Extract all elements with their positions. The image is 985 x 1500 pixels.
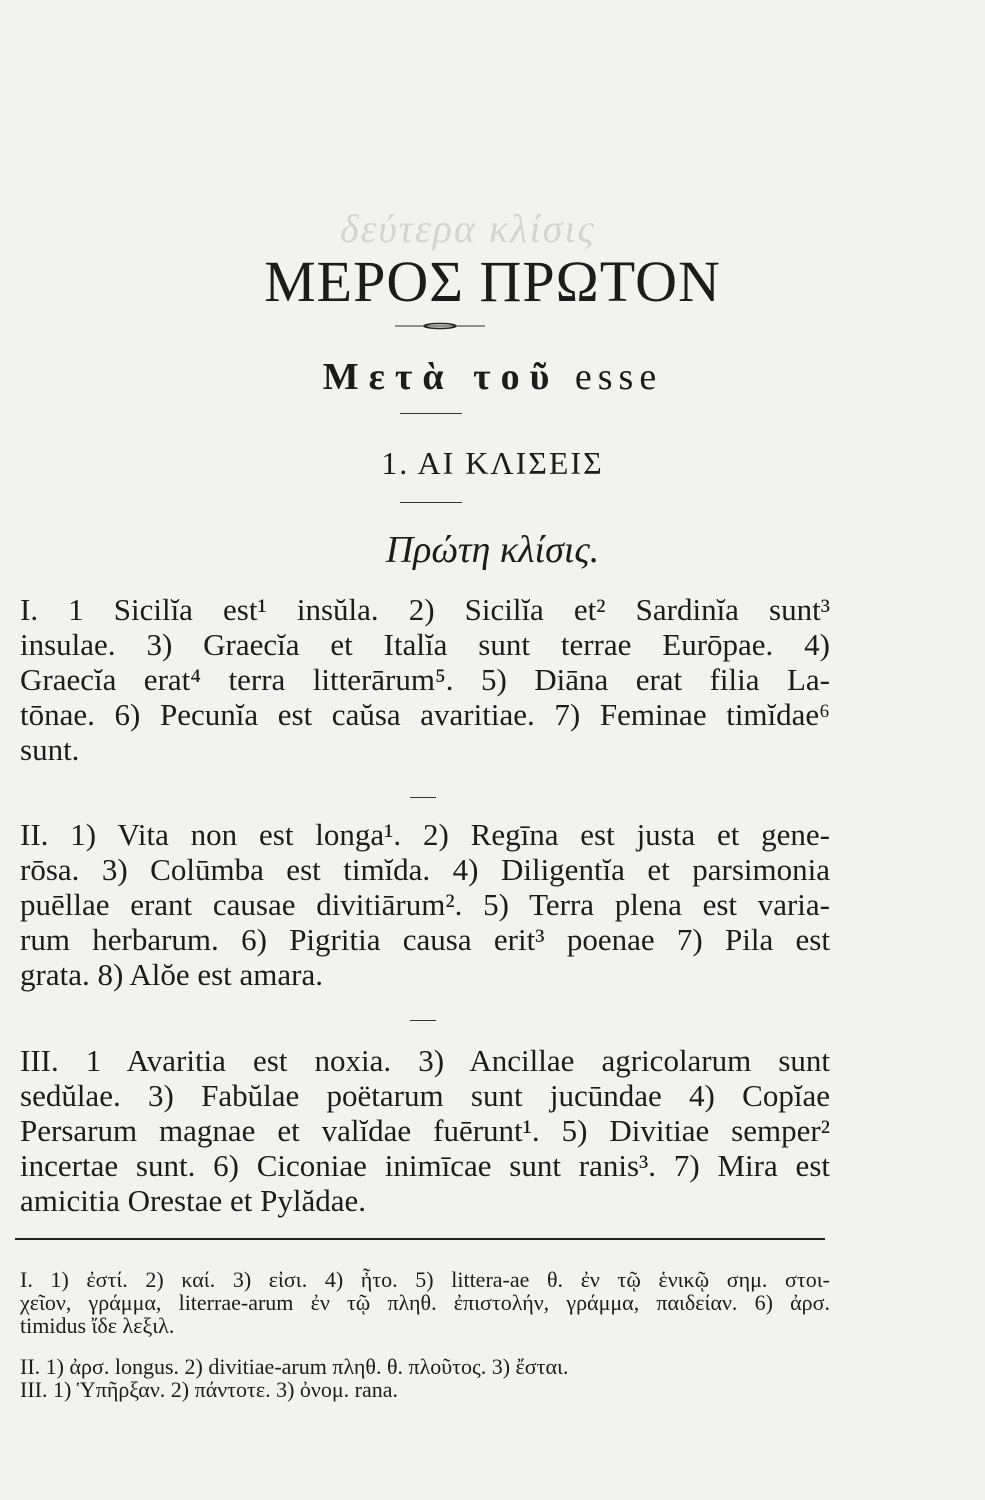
footnote-line: I. 1) ἐστί. 2) καί. 3) εἰσι. 4) ἦτο. 5) littera-ae θ. ἐν τῷ ἑνικῷ σημ. στοι-	[20, 1267, 830, 1292]
bleedthrough-text: δεύτερα κλίσις	[340, 206, 596, 251]
text-line: incertae sunt. 6) Ciconiae inimīcae sunt ranis³. 7) Mira est	[20, 1148, 830, 1183]
page-title: ΜΕΡΟΣ ΠΡΩΤΟΝ	[264, 249, 721, 314]
text-line: rum herbarum. 6) Pigritia causa erit³ poenae 7) Pila est	[20, 922, 830, 957]
divider	[410, 1020, 436, 1021]
text-line: I. 1 Sicilĭa est¹ insŭla. 2) Sicilĭa et² Sardinĭa sunt³	[20, 592, 830, 627]
exercise-III	[20, 1043, 830, 1218]
exercise-I	[20, 592, 830, 767]
divider	[400, 413, 462, 414]
section-heading: 1. ΑΙ ΚΛΙΣΕΙΣ	[381, 445, 604, 481]
subtitle-latin: esse	[574, 356, 663, 398]
declension-heading: Πρώτη κλίσις.	[385, 529, 600, 571]
exercise-II	[20, 817, 830, 992]
footnotes-2	[20, 1355, 830, 1401]
text-line: tōnae. 6) Pecunĭa est caŭsa avaritiae. 7) Feminae timĭdae⁶	[20, 697, 830, 732]
footnotes	[20, 1268, 830, 1337]
text-line: sunt.	[20, 732, 80, 767]
text-line: Persarum magnae et valĭdae fuērunt¹. 5) Divitiae semper²	[20, 1113, 830, 1148]
footnote-line: II. 1) ἀρσ. longus. 2) divitiae-arum πληθ. θ. πλοῦτος. 3) ἔσται.	[20, 1354, 569, 1379]
text-line: amicitia Orestae et Pylădae.	[20, 1183, 367, 1218]
subtitle-greek: Μετὰ τοῦ	[322, 356, 560, 398]
text-line: puēllae erant causae divitiārum². 5) Terra plena est varia-	[20, 887, 830, 922]
footnote-line: χεῖον, γράμμα, literrae-arum ἐν τῷ πληθ. ἐπιστολήν, γράμμα, παιδείαν. 6) ἀρσ.	[20, 1290, 830, 1315]
divider	[400, 502, 462, 503]
text-line: rōsa. 3) Colūmba est timĭda. 4) Diligentĭa et parsimonia	[20, 852, 830, 887]
text-line: II. 1) Vita non est longa¹. 2) Regīna est justa et gene-	[20, 817, 830, 852]
footnote-line: III. 1) Ὑπῆρξαν. 2) πάντοτε. 3) ὀνομ. rana.	[20, 1377, 399, 1402]
title-ornament	[395, 322, 485, 330]
text-line: III. 1 Avaritia est noxia. 3) Ancillae agricolarum sunt	[20, 1043, 830, 1078]
footnote-rule	[15, 1238, 825, 1240]
text-line: grata. 8) Alŏe est amara.	[20, 957, 323, 992]
divider	[410, 797, 436, 798]
text-line: insulae. 3) Graecĭa et Italĭa sunt terrae Eurōpae. 4)	[20, 627, 830, 662]
text-line: Graecĭa erat⁴ terra litterārum⁵. 5) Diāna erat filia La-	[20, 662, 830, 697]
text-line: sedŭlae. 3) Fabŭlae poëtarum sunt jucūndae 4) Copĭae	[20, 1078, 830, 1113]
subtitle	[0, 355, 985, 399]
footnote-line: timidus ἴδε λεξιλ.	[20, 1313, 175, 1338]
